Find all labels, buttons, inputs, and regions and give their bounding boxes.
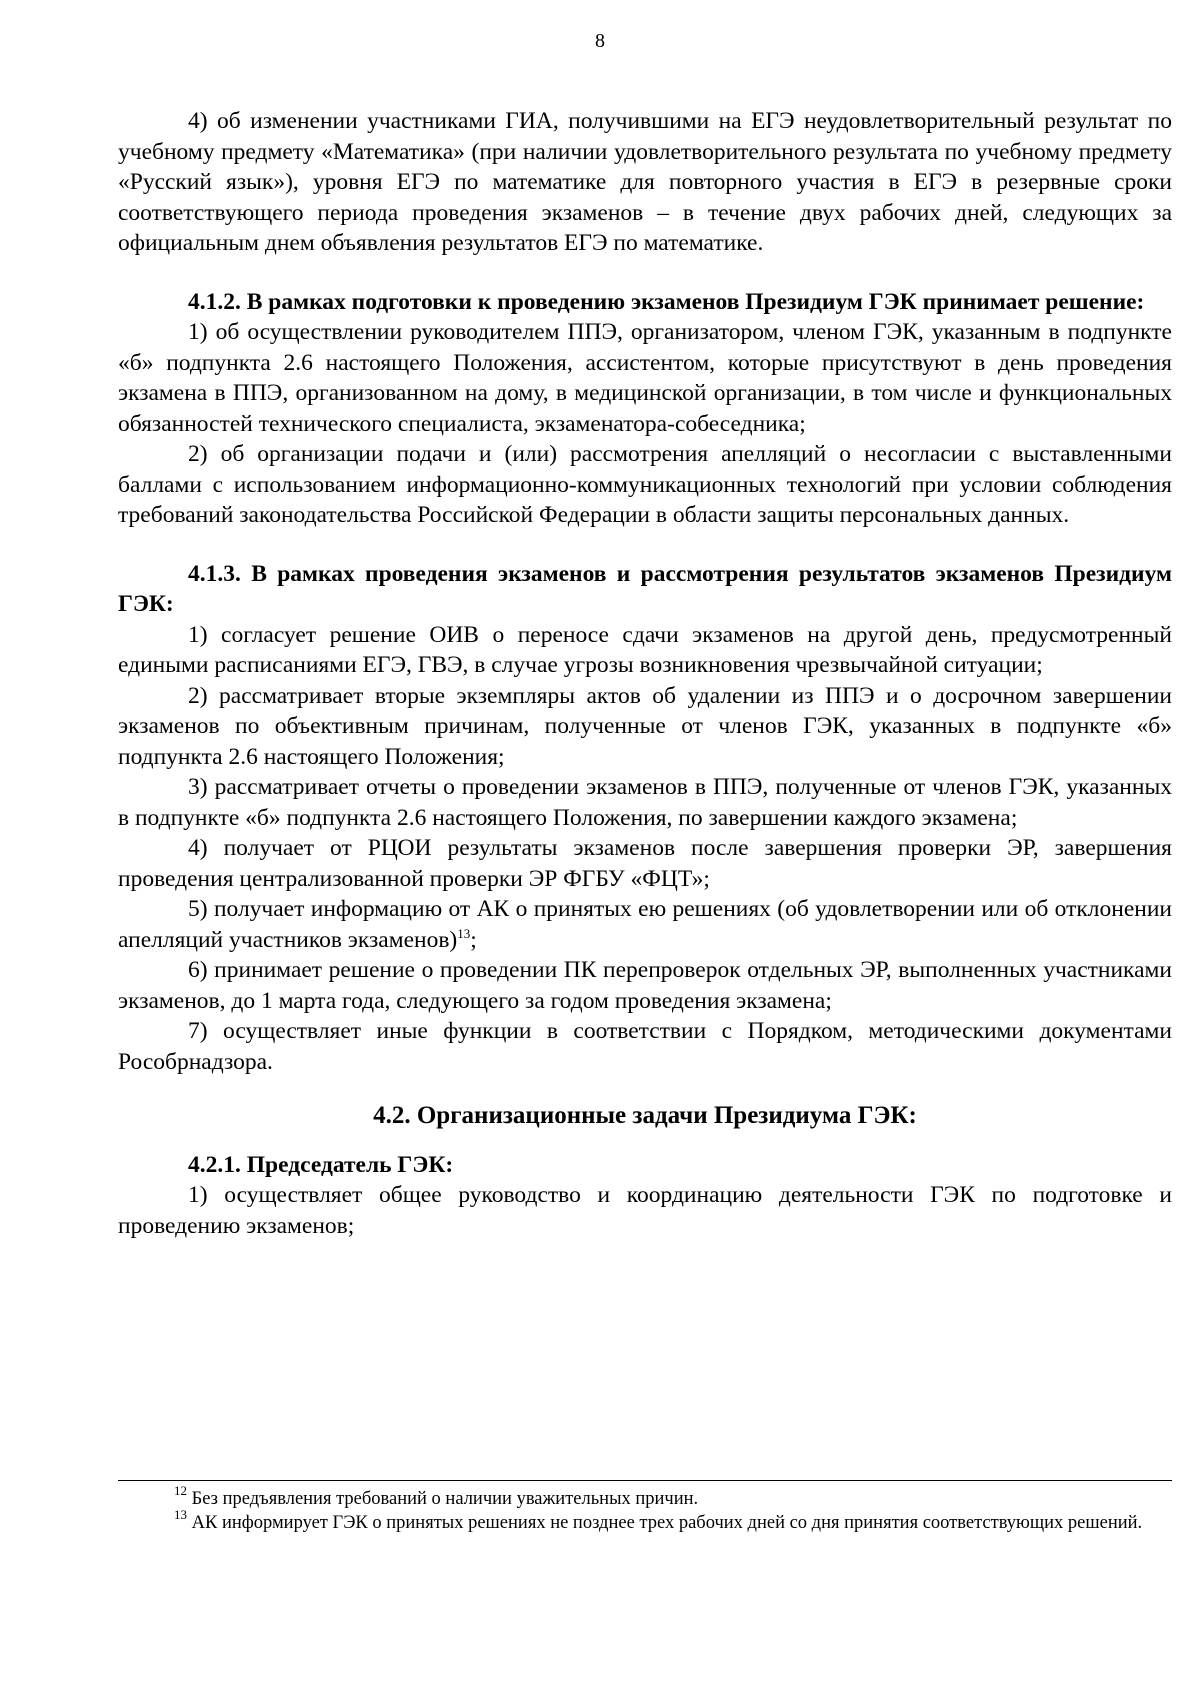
- list-item-4-1-3-7: 7) осуществляет иные функции в соответствии с Порядком, методическими документами Рособрнадзора.: [118, 1018, 1172, 1075]
- list-item-4-1-3-2: 2) рассматривает вторые экземпляры актов об удалении из ППЭ и о досрочном завершении экзаменов по объективным причинам, полученные от членов ГЭК, указанных в подпункте «б» подпункта 2.6 настоящего Положения;: [118, 682, 1172, 770]
- footnote-text: АК информирует ГЭК о принятых решениях не позднее трех рабочих дней со дня принятия соответствующих решений.: [187, 1513, 1143, 1533]
- footnote-12: [118, 1483, 1172, 1511]
- footnote-number: 12: [174, 1483, 187, 1498]
- list-item-4-1-3-5: [118, 894, 1172, 955]
- list-item-tail: ;: [470, 926, 477, 953]
- document-body: [118, 106, 1172, 1241]
- footnote-13: [118, 1507, 1172, 1535]
- list-item-4-1-3-3: 3) рассматривает отчеты о проведении экзаменов в ППЭ, полученные от членов ГЭК, указанных в подпункте «б» подпункта 2.6 настоящего Положения, по завершении каждого экзамена;: [118, 774, 1172, 831]
- list-item-text: 5) получает информацию от АК о принятых ею решениях (об удовлетворении или об отклонении апелляций участников экзаменов): [118, 896, 1172, 953]
- footnote-number: 13: [174, 1507, 187, 1522]
- list-item-4-1-3-6: 6) принимает решение о проведении ПК перепроверок отдельных ЭР, выполненных участниками экзаменов, до 1 марта года, следующего за годом проведения экзамена;: [118, 957, 1172, 1014]
- footnote-text: Без предъявления требований о наличии уважительных причин.: [187, 1489, 699, 1509]
- list-item-4-2-1-1: 1) осуществляет общее руководство и координацию деятельности ГЭК по подготовке и проведению экзаменов;: [118, 1182, 1172, 1239]
- section-heading-4-2: 4.2. Организационные задачи Президиума ГЭК:: [373, 1102, 917, 1129]
- list-item-4-1-3-1: 1) согласует решение ОИВ о переносе сдачи экзаменов на другой день, предусмотренный едиными расписаниями ЕГЭ, ГВЭ, в случае угрозы возникновения чрезвычайной ситуации;: [118, 621, 1172, 678]
- page-number: 8: [595, 30, 605, 52]
- footnote-reference: 13: [457, 925, 471, 941]
- section-heading-4-1-2: 4.1.2. В рамках подготовки к проведению экзаменов Президиум ГЭК принимает решение:: [188, 288, 1145, 315]
- section-heading-4-1-3: 4.1.3. В рамках проведения экзаменов и рассмотрения результатов экзаменов Президиум ГЭК:: [118, 560, 1172, 617]
- list-item-4-1-2-1: 1) об осуществлении руководителем ППЭ, организатором, членом ГЭК, указанным в подпункте «б» подпункта 2.6 настоящего Положения, ассистентом, которые присутствуют в день проведения экзамена в ППЭ, организованном на дому, в медицинской организации, в том числе и функциональных обязанностей технического специалиста, экзаменатора-собеседника;: [118, 319, 1172, 437]
- list-item-4-1-2-2: 2) об организации подачи и (или) рассмотрения апелляций о несогласии с выставленными баллами с использованием информационно-коммуникационных технологий при условии соблюдения требований законодательства Российской Федерации в области защиты персональных данных.: [118, 441, 1172, 528]
- list-item-4-1-3-4: 4) получает от РЦОИ результаты экзаменов после завершения проверки ЭР, завершения проведения централизованной проверки ЭР ФГБУ «ФЦТ»;: [118, 835, 1172, 892]
- paragraph-item-4: 4) об изменении участниками ГИА, получившими на ЕГЭ неудовлетворительный результат по учебному предмету «Математика» (при наличии удовлетворительного результата по учебному предмету «Русский язык»), уровня ЕГЭ по математике для повторного участия в ЕГЭ в резервные сроки соответствующего периода проведения экзаменов – в течение двух рабочих дней, следующих за официальным днем объявления результатов ЕГЭ по математике.: [118, 108, 1172, 256]
- footnotes: [118, 1480, 1172, 1535]
- section-heading-4-2-1: 4.2.1. Председатель ГЭК:: [188, 1151, 454, 1178]
